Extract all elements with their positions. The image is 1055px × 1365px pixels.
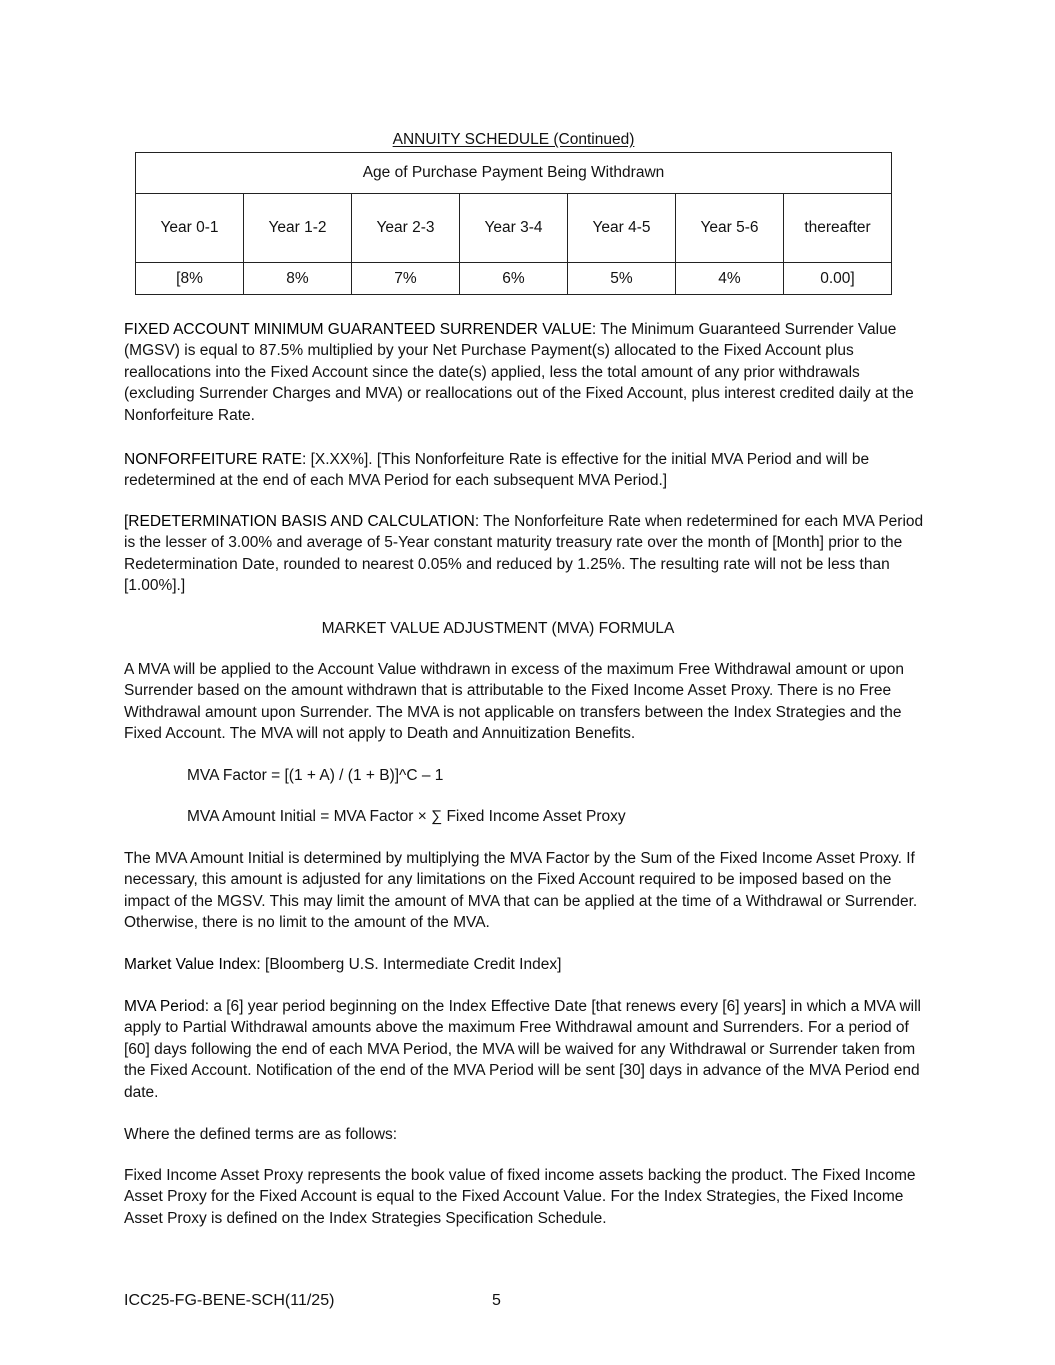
mgsv-text: The Minimum Guaranteed Surrender Value (MGSV) is equal to 87.5% multiplied by your Net Purchase Payment(s) allocated to the Fixed Account plus reallocations into the Fixed Account since the date(s) applied, less the total amount of any prior withdrawals (excluding Surrender Charges and MVA) or reallocations out of the Fixed Account, plus interest credited daily at the Nonforfeiture Rate. <box>124 321 914 424</box>
table-header-cell: Year 5-6 <box>676 194 784 263</box>
defined-terms-intro: Where the defined terms are as follows: <box>124 1126 398 1143</box>
nonforfeiture-text: [X.XX%]. [This Nonforfeiture Rate is effective for the initial MVA Period and will be redetermined at the end of each MVA Period for each subsequent MVA Period.] <box>124 451 870 490</box>
withdrawal-schedule-table <box>135 152 892 295</box>
table-cell: 8% <box>244 263 352 295</box>
table-cell: 4% <box>676 263 784 295</box>
mva-intro-paragraph: A MVA will be applied to the Account Value withdrawn in excess of the maximum Free Withdrawal amount or upon Surrender based on the amount withdrawn that is attributable to the Fixed Income Asset Proxy. There is no Free Withdrawal amount upon Surrender. The MVA is not applicable on transfers between the Index Strategies and the Fixed Account. The MVA will not apply to Death and Annuitization Benefits. <box>124 661 904 743</box>
table-cell: 5% <box>568 263 676 295</box>
table-header-cell: Year 4-5 <box>568 194 676 263</box>
table-row <box>136 263 892 295</box>
mva-period-text: a [6] year period beginning on the Index Effective Date [that renews every [6] years] in which a MVA will apply to Partial Withdrawal amounts above the maximum Free Withdrawal amount and Surrenders. For a period of [60] days following the end of each MVA Period, the MVA will be waived for any Withdrawal or Surrender taken from the Fixed Account. Notification of the end of the MVA Period will be sent [30] days in advance of the MVA Period end date. <box>124 998 921 1101</box>
table-caption-row <box>136 153 892 194</box>
table-caption: Age of Purchase Payment Being Withdrawn <box>136 153 892 194</box>
table-cell: [8% <box>136 263 244 295</box>
redetermination-text: The Nonforfeiture Rate when redetermined for each MVA Period is the lesser of 3.00% and average of 5-Year constant maturity treasury rate over the month of [Month] prior to the Redetermination Date, rounded to nearest 0.05% and reduced by 1.25%. The resulting rate will not be less than [1.00%].] <box>124 513 924 595</box>
redetermination-term: [REDETERMINATION BASIS AND CALCULATION: <box>124 513 480 530</box>
nonforfeiture-term: NONFORFEITURE RATE: <box>124 451 307 468</box>
table-header-cell: Year 3-4 <box>460 194 568 263</box>
table-header-row <box>136 194 892 263</box>
mva-heading: MARKET VALUE ADJUSTMENT (MVA) FORMULA <box>321 620 675 637</box>
market-index-text: [Bloomberg U.S. Intermediate Credit Index] <box>260 956 562 973</box>
table-cell: 7% <box>352 263 460 295</box>
mva-factor-formula: MVA Factor = [(1 + A) / (1 + B)]^C – 1 <box>187 767 444 784</box>
redetermination-paragraph <box>124 511 932 597</box>
market-index-term: Market Value Index: <box>124 956 261 973</box>
table-header-cell: Year 1-2 <box>244 194 352 263</box>
mgsv-paragraph <box>124 319 932 426</box>
proxy-paragraph: Fixed Income Asset Proxy represents the book value of fixed income assets backing the product. The Fixed Income Asset Proxy for the Fixed Account is equal to the Fixed Account Value. For the Index Strategies, the Fixed Income Asset Proxy is defined on the Index Strategies Specification Schedule. <box>124 1167 916 1227</box>
table-header-cell: Year 0-1 <box>136 194 244 263</box>
mva-period-term: MVA Period: <box>124 998 210 1015</box>
schedule-title-text: ANNUITY SCHEDULE (Continued) <box>392 131 635 148</box>
table-cell: 0.00] <box>784 263 892 295</box>
footer-page-number: 5 <box>492 1292 501 1309</box>
footer-form-code: ICC25-FG-BENE-SCH(11/25) <box>124 1292 335 1309</box>
mgsv-term: FIXED ACCOUNT MINIMUM GUARANTEED SURRENDER VALUE: <box>124 321 597 338</box>
table-cell: 6% <box>460 263 568 295</box>
table-header-cell: Year 2-3 <box>352 194 460 263</box>
mva-period-paragraph <box>124 996 932 1103</box>
mva-amount-paragraph: The MVA Amount Initial is determined by multiplying the MVA Factor by the Sum of the Fixed Income Asset Proxy. If necessary, this amount is adjusted for any limitations on the Fixed Account required to be imposed based on the impact of the MGSV. This may limit the amount of MVA that can be applied at the time of a Withdrawal or Surrender. Otherwise, there is no limit to the amount of the MVA. <box>124 850 918 932</box>
market-index-paragraph <box>124 954 932 975</box>
schedule-title <box>135 130 892 150</box>
table-header-cell: thereafter <box>784 194 892 263</box>
nonforfeiture-paragraph <box>124 449 932 492</box>
mva-amount-formula: MVA Amount Initial = MVA Factor × ∑ Fixed Income Asset Proxy <box>187 808 626 825</box>
